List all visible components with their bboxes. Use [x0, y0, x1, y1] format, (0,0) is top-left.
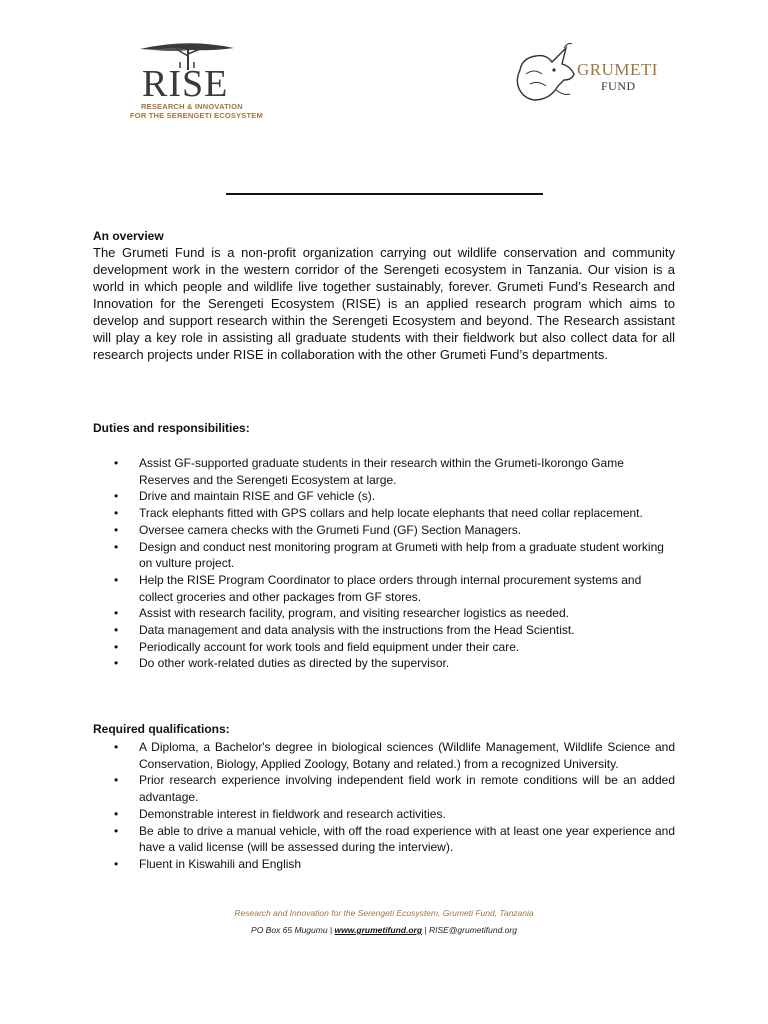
- grumeti-logo-word: GRUMETI: [577, 60, 658, 79]
- list-item: • Assist with research facility, program, and visiting researcher logistics as needed.: [93, 605, 675, 622]
- overview-body: The Grumeti Fund is a non-profit organization carrying out wildlife conservation and community development work in the western corridor of the Serengeti ecosystem in Tanzania. Our vision is a world in which people and wildlife live together sustainably, forever. Grumeti Fund’s Research and Innovation for the Serengeti Ecosystem (RISE) is an applied research program which aims to develop and support research within the Serengeti Ecosystem and beyond. The Research assistant will play a key role in assisting all graduate students with their fieldwork but also collect data for all research projects under RISE in collaboration with the other Grumeti Fund’s departments.: [93, 245, 675, 362]
- rhino-icon: [512, 40, 582, 116]
- list-item: • Help the RISE Program Coordinator to place orders through internal procurement systems and collect groceries and other packages from GF stores.: [93, 572, 675, 605]
- list-item: • Periodically account for work tools and field equipment under their care.: [93, 639, 675, 656]
- duties-section: [93, 421, 675, 435]
- overview-section: [93, 229, 675, 363]
- rise-logo: [118, 40, 268, 122]
- overview-heading: An overview: [93, 229, 164, 243]
- qualifications-list: [93, 739, 675, 873]
- title-divider: [226, 193, 543, 195]
- list-item: • Be able to drive a manual vehicle, with off the road experience with at least one year experience and have a valid license (will be assessed during the interview).: [93, 823, 675, 856]
- rise-logo-subtitle-2: FOR THE SERENGETI ECOSYSTEM: [130, 111, 263, 120]
- footer-organization: Research and Innovation for the Serengeti Ecosystem, Grumeti Fund, Tanzania: [234, 908, 534, 918]
- duties-heading: Duties and responsibilities:: [93, 421, 250, 435]
- list-item: • Demonstrable interest in fieldwork and research activities.: [93, 806, 675, 823]
- footer-email: | RISE@grumetifund.org: [422, 925, 517, 935]
- list-item: • Oversee camera checks with the Grumeti Fund (GF) Section Managers.: [93, 522, 675, 539]
- list-item: • Drive and maintain RISE and GF vehicle (s).: [93, 488, 675, 505]
- footer-contact: [0, 925, 768, 935]
- list-item: • Do other work-related duties as directed by the supervisor.: [93, 655, 675, 672]
- list-item: • Data management and data analysis with the instructions from the Head Scientist.: [93, 622, 675, 639]
- grumeti-logo-fund: FUND: [601, 79, 636, 93]
- footer-po-box: PO Box 65 Mugumu |: [251, 925, 335, 935]
- list-item: • Assist GF-supported graduate students in their research within the Grumeti-Ikorongo Game Reserves and the Serengeti Ecosystem at large.: [93, 455, 675, 488]
- qualifications-section: [93, 722, 675, 736]
- footer-website-link[interactable]: www.grumetifund.org: [334, 925, 423, 935]
- list-item: • Track elephants fitted with GPS collars and help locate elephants that need collar replacement.: [93, 505, 675, 522]
- duties-list: [93, 455, 675, 672]
- list-item: • A Diploma, a Bachelor's degree in biological sciences (Wildlife Management, Wildlife Science and Conservation, Biology, Applied Zoology, Botany and related.) from a recognized University.: [93, 739, 675, 772]
- list-item: • Prior research experience involving independent field work in remote conditions will be an added advantage.: [93, 772, 675, 805]
- rise-logo-word: RISE: [142, 63, 229, 105]
- list-item: • Design and conduct nest monitoring program at Grumeti with help from a graduate student working on vulture project.: [93, 539, 675, 572]
- rise-logo-subtitle-1: RESEARCH & INNOVATION: [141, 102, 243, 111]
- grumeti-fund-logo: [512, 40, 682, 120]
- list-item: • Fluent in Kiswahili and English: [93, 856, 675, 873]
- qualifications-heading: Required qualifications:: [93, 722, 230, 736]
